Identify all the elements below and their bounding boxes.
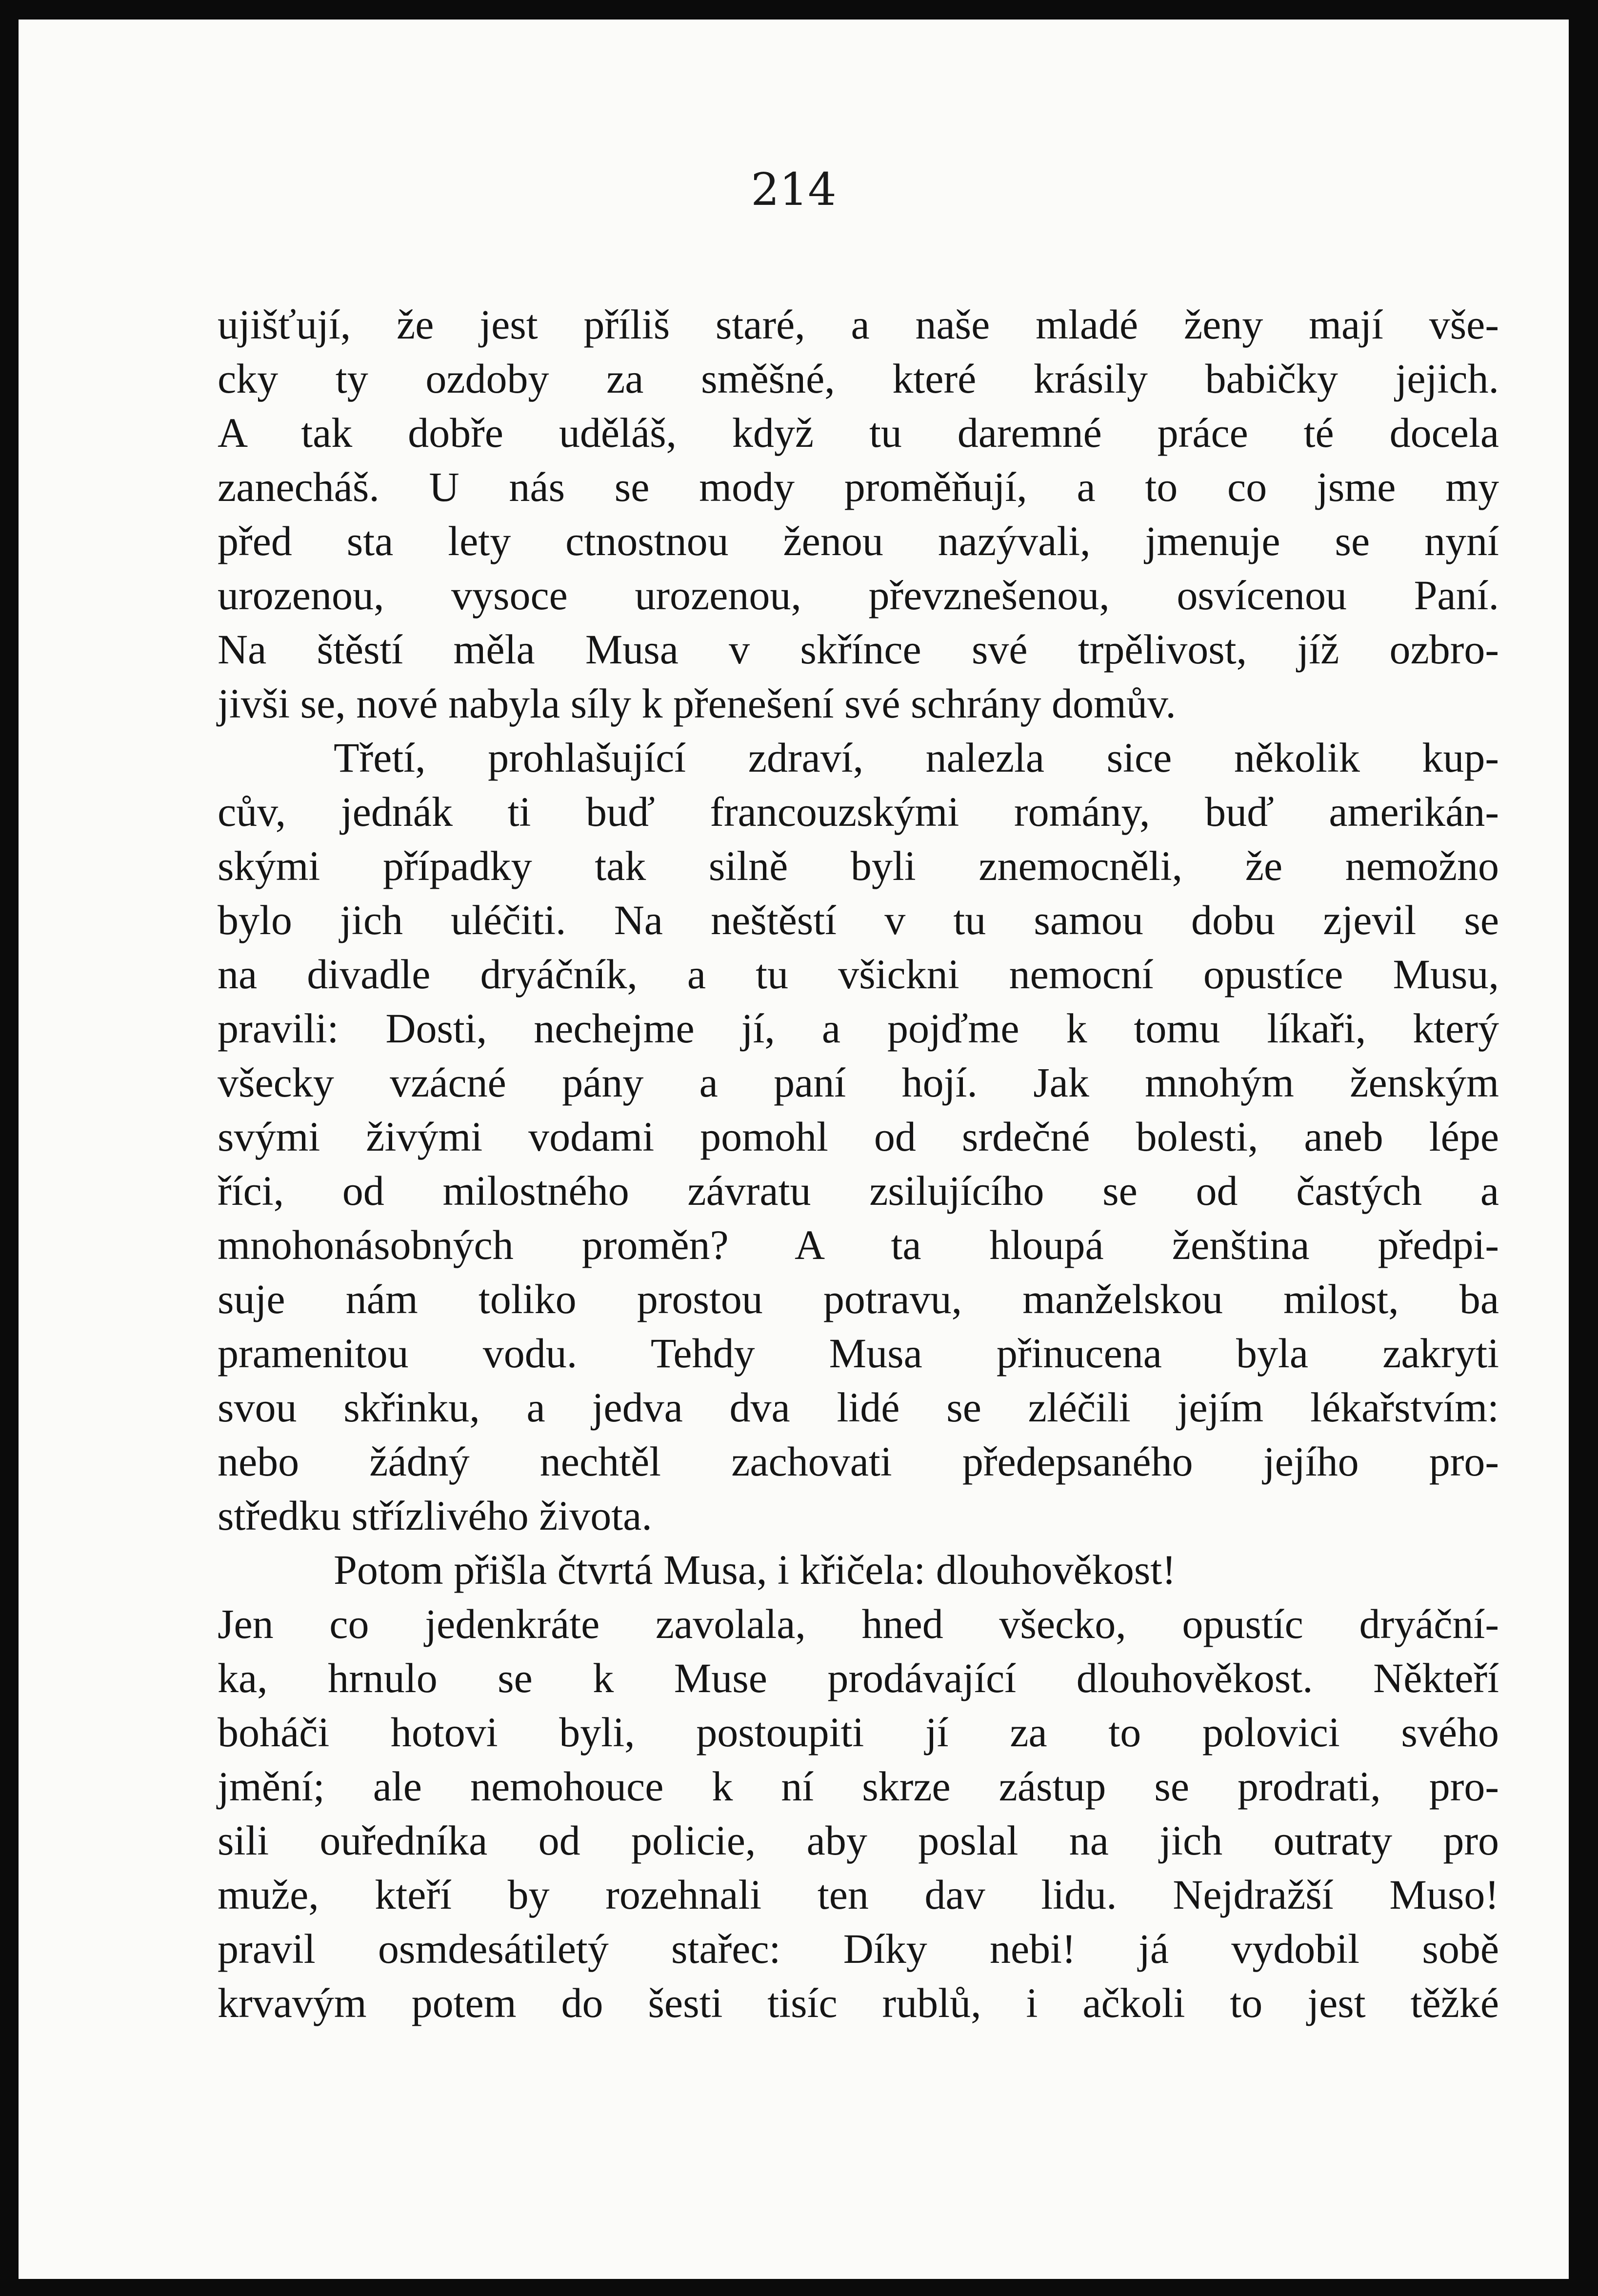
page-number: 214 [751,163,837,216]
text-line: cky ty ozdoby za směšné, které krásily babičky jejich. [218,355,1499,402]
text-line: říci, od milostného závratu zsilujícího se od častých a [218,1167,1499,1214]
text-line: na divadle dryáčník, a tu všickni nemocní opustíce Musu, [218,951,1499,998]
text-line: A tak dobře uděláš, když tu daremné práce té docela [218,409,1499,456]
text-line: nebo žádný nechtěl zachovati předepsaného jejího pro- [218,1438,1499,1485]
text-line: bylo jich uléčiti. Na neštěstí v tu samou dobu zjevil se [218,897,1499,943]
text-line: boháči hotovi byli, postoupiti jí za to polovici svého [218,1709,1499,1756]
text-line: ka, hrnulo se k Muse prodávající dlouhověkost. Někteří [218,1655,1499,1701]
text-line: krvavým potem do šesti tisíc rublů, i ačkoli to jest těžké [218,1979,1499,2026]
text-line: všecky vzácné pány a paní hojí. Jak mnohým ženským [218,1059,1499,1106]
text-line: před sta lety ctnostnou ženou nazývali, jmenuje se nyní [218,518,1499,564]
text-line: mnohonásobných proměn? A ta hloupá ženština předpi- [218,1221,1499,1268]
text-line: skými případky tak silně byli znemocněli, že nemožno [218,842,1499,889]
body-text [218,298,1499,2030]
text-line: pravil osmdesátiletý stařec: Díky nebi! já vydobil sobě [218,1925,1499,1972]
text-line: ujišťují, že jest příliš staré, a naše mladé ženy mají vše- [218,301,1499,348]
text-line: jmění; ale nemohouce k ní skrze zástup se prodrati, pro- [218,1763,1499,1810]
text-line: Na štěstí měla Musa v skřínce své trpělivost, jíž ozbro- [218,626,1499,673]
paragraph-first-line: Potom přišla čtvrtá Musa, i křičela: dlouhověkost! [334,1546,1176,1593]
text-line: svými živými vodami pomohl od srdečné bolesti, aneb lépe [218,1113,1499,1160]
text-line: urozenou, vysoce urozenou, převznešenou, osvícenou Paní. [218,572,1499,619]
text-line: pravili: Dosti, nechejme jí, a pojďme k tomu líkaři, který [218,1005,1499,1052]
paragraph-first-line: Třetí, prohlašující zdraví, nalezla sice několik kup- [334,734,1499,781]
text-line: suje nám toliko prostou potravu, manželskou milost, ba [218,1276,1499,1322]
text-line: Jen co jedenkráte zavolala, hned všecko, opustíc dryáční- [218,1600,1499,1647]
book-page [19,20,1569,2279]
text-line: středku střízlivého života. [218,1492,652,1539]
text-line: jivši se, nové nabyla síly k přenešení své schrány domův. [218,680,1176,727]
text-line: muže, kteří by rozehnali ten dav lidu. Nejdražší Muso! [218,1871,1499,1918]
text-line: zanecháš. U nás se mody proměňují, a to co jsme my [218,463,1499,510]
text-line: cův, jednák ti buď francouzskými romány, buď amerikán- [218,788,1499,835]
text-line: pramenitou vodu. Tehdy Musa přinucena byla zakryti [218,1330,1499,1377]
text-line: svou skřinku, a jedva dva lidé se zléčili jejím lékařstvím: [218,1384,1499,1431]
text-line: sili ouředníka od policie, aby poslal na jich outraty pro [218,1817,1499,1864]
